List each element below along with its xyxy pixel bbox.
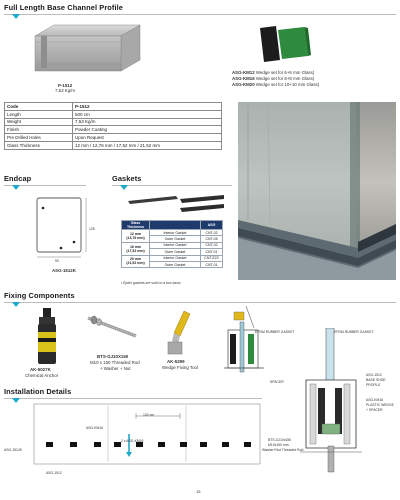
gasket-row: Outer Gasket CNT-05	[122, 236, 223, 242]
xsection-label-baseprofile: ASG-1512	[366, 373, 382, 377]
page-number: 15	[196, 489, 201, 494]
fixing-desc-rod: M10 x 150 Threaded Rod	[90, 360, 140, 365]
profile-weight: 7,53 Kg/m	[55, 88, 76, 93]
fixing-code-tool: AK-5299	[167, 359, 185, 364]
section-title-endcap: Endcap	[4, 174, 32, 183]
section-divider	[4, 14, 396, 15]
install-label-profile: ASG-1512	[46, 471, 62, 475]
section-divider	[112, 185, 232, 186]
gasket-row: Outer Gasket CNT-01	[122, 261, 223, 267]
section-marker	[12, 14, 20, 19]
section-marker	[12, 398, 20, 403]
gasket-note: • Epdm gaskets are sold on a box basis.	[121, 281, 182, 285]
wedge-fixing-tool-image	[164, 310, 198, 358]
spec-row: Length 500 cm	[5, 110, 222, 118]
cross-section-drawing	[300, 328, 362, 474]
install-dimension: 100 cm	[143, 413, 155, 417]
endcap-drawing	[34, 196, 94, 262]
endcap-dim-height: 128	[89, 227, 95, 231]
fixing-code-rod: BTS-GJ10X150	[97, 354, 129, 359]
xsection-label-epdm-right: EPDM RUBBER GASKET	[334, 330, 374, 334]
install-label-rod: BTS-GJ10x150	[268, 438, 292, 442]
section-title-fixing: Fixing Components	[4, 291, 75, 300]
section-divider	[4, 302, 396, 303]
section-marker	[12, 185, 20, 190]
wedge-line-2: ASG-KM16 Wedge set for 8+8 mm Glass)	[232, 76, 315, 81]
install-label-rod-3: Washer+Nut Threaded Rod	[262, 448, 304, 452]
base-channel-profile-image	[32, 24, 142, 80]
spec-row: Finish Powder Coating	[5, 126, 222, 134]
gasket-row: 12 mm (13,76 mm) Interior Gasket CNT-02	[122, 230, 223, 236]
wedge-line-3: ASG-KM20 Wedge set for 10+10 mm Glass)	[232, 82, 320, 87]
fixing-code-anchor: AK-5027K	[30, 367, 51, 372]
xsection-label-baseprofile-2: BASE SHOE	[366, 378, 386, 382]
xsection-label-km: ASG-KM16	[366, 398, 384, 402]
install-illustration	[220, 304, 268, 376]
xsection-label-km-3: + SPACER	[366, 408, 383, 412]
section-title-profile: Full Length Base Channel Profile	[4, 3, 123, 12]
section-marker	[120, 185, 128, 190]
spec-table	[4, 102, 222, 150]
spec-row: Pre Drilled Holes Upon Request	[5, 134, 222, 142]
wedge-line-1: ASG-KM12 Wedge set for 6+6 mm Glass)	[232, 70, 315, 75]
spec-row: Weight 7,53 Kg/m	[5, 118, 222, 126]
section-marker	[12, 302, 20, 307]
install-label-rod-2: M10x150 mm	[268, 443, 289, 447]
install-label-km-2: 2 x ASG-KM16	[121, 439, 144, 443]
gasket-table	[121, 220, 223, 268]
gasket-row: Outer Gasket CNT-01	[122, 249, 223, 255]
endcap-dim-width: 90	[55, 259, 59, 263]
section-divider	[4, 398, 262, 399]
fixing-desc-anchor: Chemical Anchor	[25, 373, 59, 378]
gasket-strips-image	[126, 194, 226, 218]
install-label-km: ASG-KM16	[86, 426, 104, 430]
section-title-installation: Installation Details	[4, 387, 72, 396]
installation-detail-drawing	[32, 402, 264, 468]
gasket-table-header: Glass Thickness ASG	[122, 221, 223, 230]
fixing-desc-tool: Wedge Fixing Tool	[162, 365, 198, 370]
wedge-set-image	[254, 24, 312, 64]
threaded-rod-image	[86, 314, 140, 344]
chemical-anchor-image	[34, 308, 60, 366]
xsection-label-spacer: SPACER	[270, 380, 284, 384]
spec-row: Code P-1512	[5, 103, 222, 111]
section-title-gaskets: Gaskets	[112, 174, 142, 183]
gasket-row: 16 mm (17,52 mm) Interior Gasket CNT-02	[122, 242, 223, 248]
fixing-desc-rod-2: + Washer + Nut	[100, 366, 131, 371]
install-label-endcap: ASG-1512K	[4, 448, 23, 452]
xsection-label-km-2: PLASTIC WEDGE	[366, 403, 394, 407]
profile-code: P-1512	[58, 83, 73, 88]
gasket-row: 20 mm (21,52 mm) Interior Gasket CNT-E22	[122, 255, 223, 261]
xsection-label-epdm-left: EPDM RUBBER GASKET	[255, 330, 295, 334]
xsection-label-baseprofile-3: PROFILE	[366, 383, 381, 387]
endcap-code: ASG-1512K	[52, 268, 76, 273]
spec-row: Glass Thickness 12 mm / 12,76 mm / 17,52 mm / 21,52 mm	[5, 141, 222, 149]
installation-photo	[238, 102, 396, 280]
